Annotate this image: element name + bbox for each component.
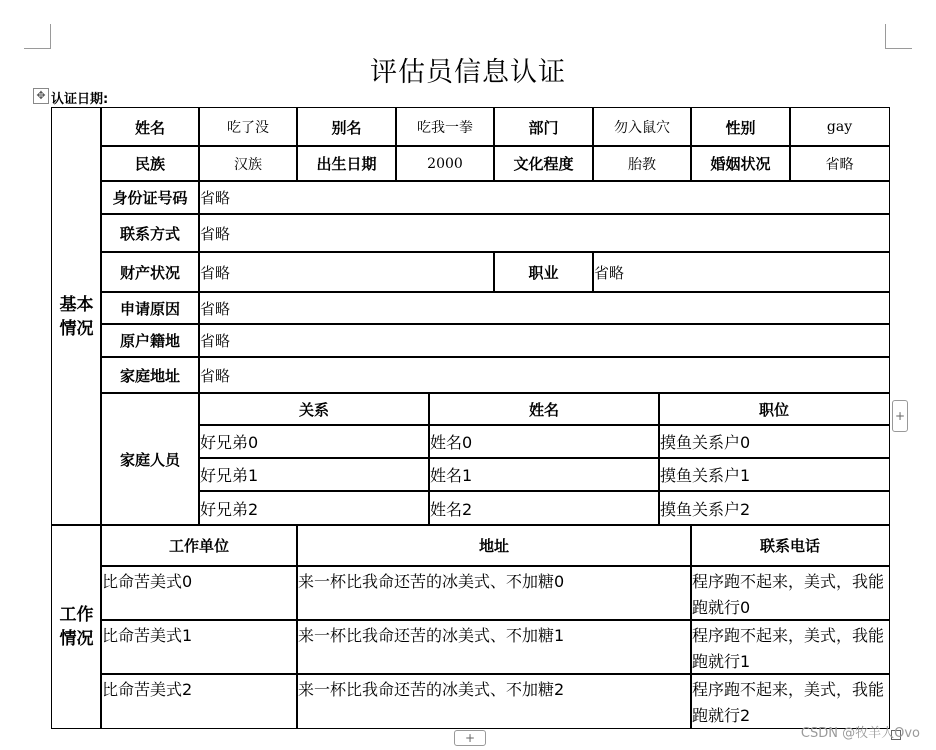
job-value[interactable]: 省略 <box>592 251 890 293</box>
basic-section-label: 基本 情况 <box>51 107 102 526</box>
work-cell[interactable]: 程序跑不起来，美式，我能跑就行1 <box>690 619 890 675</box>
edu-label: 文化程度 <box>493 145 594 182</box>
family-cell[interactable]: 姓名0 <box>428 424 660 459</box>
marital-label: 婚姻状况 <box>690 145 791 182</box>
name-value[interactable]: 吃了没 <box>198 107 298 147</box>
work-cell[interactable]: 比命苦美式0 <box>100 565 298 621</box>
reason-label: 申请原因 <box>100 291 200 325</box>
ethnic-value[interactable]: 汉族 <box>198 145 298 182</box>
work-header-unit: 工作单位 <box>100 524 298 567</box>
birth-label: 出生日期 <box>296 145 397 182</box>
family-cell[interactable]: 好兄弟2 <box>198 490 430 526</box>
work-header-phone: 联系电话 <box>690 524 890 567</box>
gender-value[interactable]: gay <box>789 107 890 147</box>
document-title: 评估员信息认证 <box>370 57 566 88</box>
work-header-address: 地址 <box>296 524 692 567</box>
birth-value[interactable]: 2000 <box>395 145 495 182</box>
page-corner-mark <box>24 24 51 49</box>
work-cell[interactable]: 比命苦美式1 <box>100 619 298 675</box>
edu-value[interactable]: 胎教 <box>592 145 692 182</box>
family-label: 家庭人员 <box>100 392 200 526</box>
date-label: 认证日期: <box>51 92 109 107</box>
contact-value[interactable]: 省略 <box>198 213 890 253</box>
watermark: CSDN @牧羊人Ovo <box>800 726 920 741</box>
property-value[interactable]: 省略 <box>198 251 495 293</box>
property-label: 财产状况 <box>100 251 200 293</box>
family-cell[interactable]: 姓名2 <box>428 490 660 526</box>
add-row-icon[interactable]: + <box>454 730 486 746</box>
alias-label: 别名 <box>296 107 397 147</box>
alias-value[interactable]: 吃我一拳 <box>395 107 495 147</box>
family-cell[interactable]: 摸鱼关系户2 <box>658 490 890 526</box>
family-header-name: 姓名 <box>428 392 660 426</box>
address-label: 家庭地址 <box>100 356 200 394</box>
table-move-icon[interactable]: ✥ <box>33 88 49 104</box>
work-cell[interactable]: 来一杯比我命还苦的冰美式、不加糖1 <box>296 619 692 675</box>
family-cell[interactable]: 好兄弟1 <box>198 457 430 492</box>
family-cell[interactable]: 好兄弟0 <box>198 424 430 459</box>
work-cell[interactable]: 比命苦美式2 <box>100 673 298 729</box>
add-column-icon[interactable]: + <box>892 400 908 432</box>
id-label: 身份证号码 <box>100 180 200 215</box>
work-cell[interactable]: 程序跑不起来，美式，我能跑就行2 <box>690 673 890 729</box>
work-section-label: 工作 情况 <box>51 524 102 729</box>
job-label: 职业 <box>493 251 594 293</box>
name-label: 姓名 <box>100 107 200 147</box>
gender-label: 性别 <box>690 107 791 147</box>
ethnic-label: 民族 <box>100 145 200 182</box>
family-header-position: 职位 <box>658 392 890 426</box>
reason-value[interactable]: 省略 <box>198 291 890 325</box>
family-header-relation: 关系 <box>198 392 430 426</box>
family-cell[interactable]: 姓名1 <box>428 457 660 492</box>
work-cell[interactable]: 来一杯比我命还苦的冰美式、不加糖0 <box>296 565 692 621</box>
contact-label: 联系方式 <box>100 213 200 253</box>
dept-value[interactable]: 勿入鼠穴 <box>592 107 692 147</box>
work-cell[interactable]: 来一杯比我命还苦的冰美式、不加糖2 <box>296 673 692 729</box>
work-cell[interactable]: 程序跑不起来，美式，我能跑就行0 <box>690 565 890 621</box>
origin-value[interactable]: 省略 <box>198 323 890 358</box>
origin-label: 原户籍地 <box>100 323 200 358</box>
address-value[interactable]: 省略 <box>198 356 890 394</box>
family-cell[interactable]: 摸鱼关系户0 <box>658 424 890 459</box>
marital-value[interactable]: 省略 <box>789 145 890 182</box>
family-cell[interactable]: 摸鱼关系户1 <box>658 457 890 492</box>
page-corner-mark <box>885 24 912 49</box>
id-value[interactable]: 省略 <box>198 180 890 215</box>
dept-label: 部门 <box>493 107 594 147</box>
